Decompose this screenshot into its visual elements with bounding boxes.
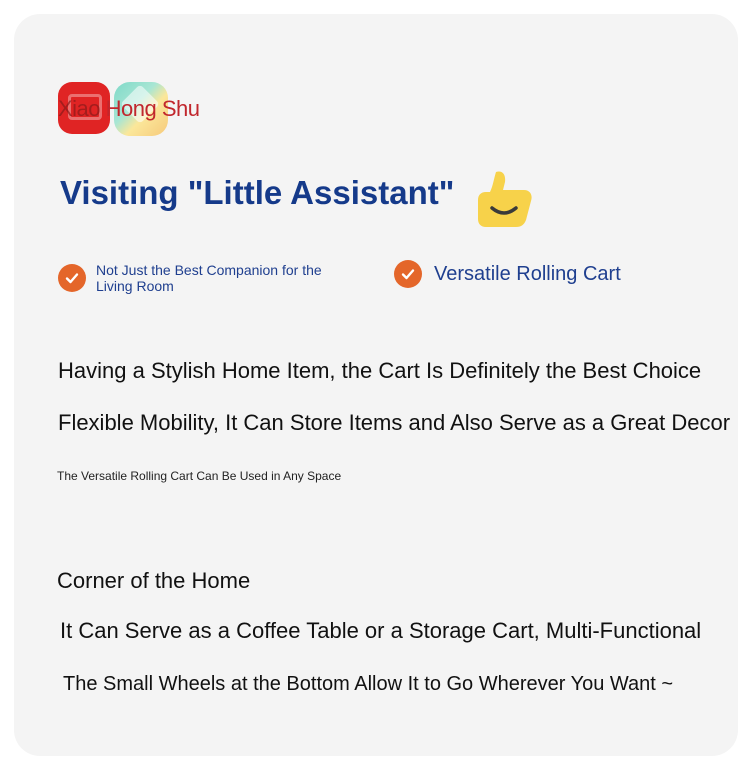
feature-check-1-label: Not Just the Best Companion for the Living Room bbox=[96, 262, 322, 294]
brand-logo[interactable] bbox=[58, 82, 228, 136]
thumbs-up-icon bbox=[474, 168, 534, 230]
feature-check-1 bbox=[58, 262, 356, 294]
check-circle-icon bbox=[58, 264, 86, 292]
brand-name-main: Hong Shu bbox=[105, 96, 200, 121]
brand-name bbox=[58, 96, 200, 122]
body-line-4: Corner of the Home bbox=[57, 568, 251, 593]
post-card bbox=[14, 14, 738, 756]
body-line-5: It Can Serve as a Coffee Table or a Storage Cart, Multi-Functional bbox=[60, 618, 702, 643]
body-line-6: The Small Wheels at the Bottom Allow It to Go Wherever You Want ~ bbox=[63, 673, 674, 695]
page-title: Visiting "Little Assistant" bbox=[60, 174, 455, 211]
feature-check-2 bbox=[394, 260, 624, 288]
brand-name-prefix: Xiao bbox=[58, 96, 101, 121]
body-line-2: Flexible Mobility, It Can Store Items and Also Serve as a Great Decor bbox=[58, 410, 731, 435]
check-circle-icon bbox=[394, 260, 422, 288]
body-line-3: The Versatile Rolling Cart Can Be Used in Any Space bbox=[57, 469, 342, 483]
body-line-1: Having a Stylish Home Item, the Cart Is Definitely the Best Choice bbox=[58, 358, 702, 383]
feature-check-2-label: Versatile Rolling Cart bbox=[434, 263, 621, 285]
